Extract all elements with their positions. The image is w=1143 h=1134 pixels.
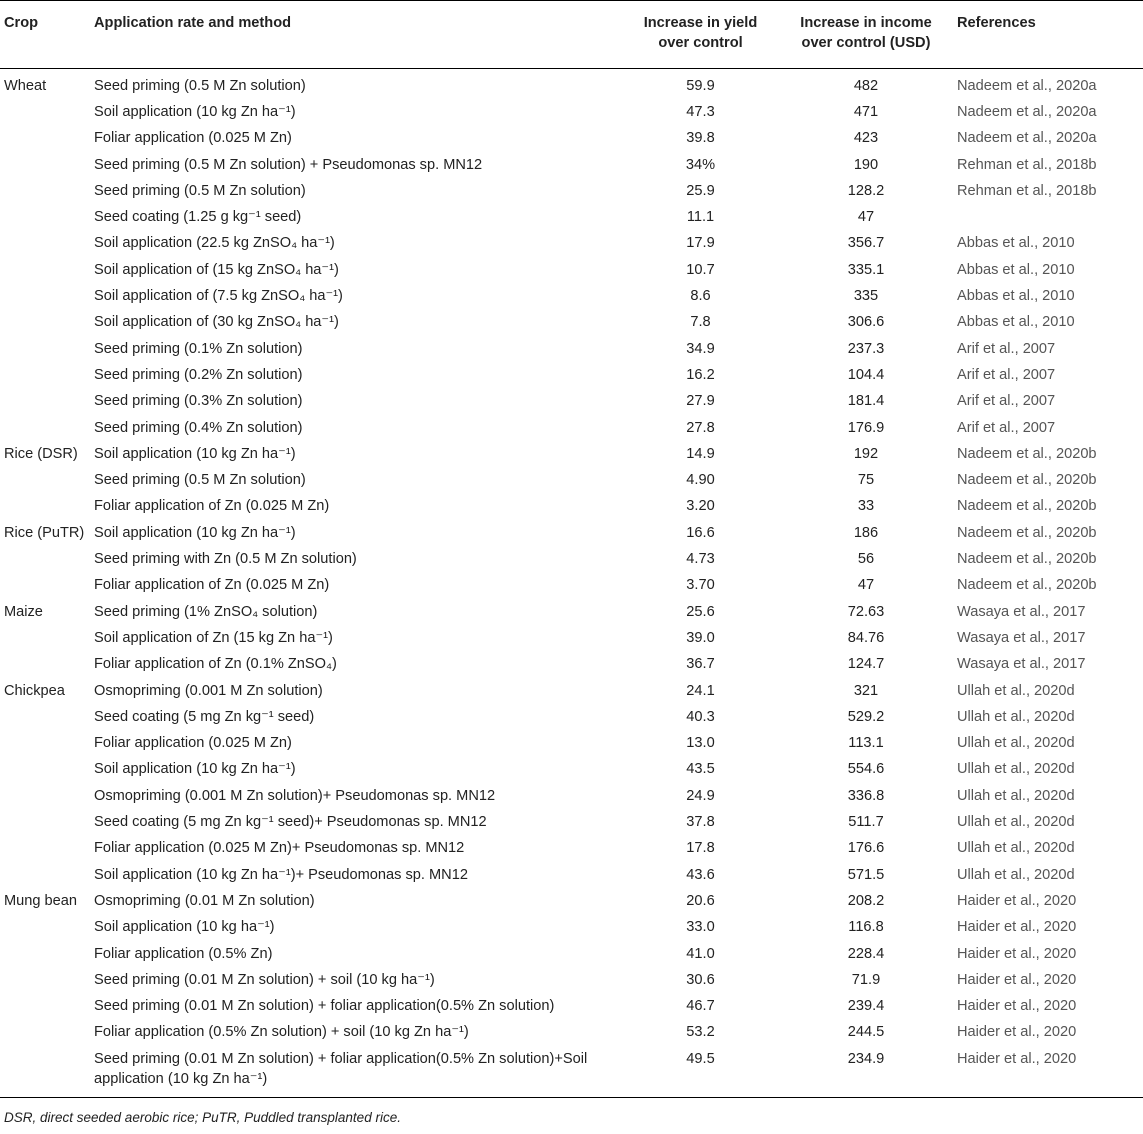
table-footnote: DSR, direct seeded aerobic rice; PuTR, Puddled transplanted rice. — [4, 1109, 401, 1125]
cell-reference: Abbas et al., 2010 — [957, 261, 1075, 278]
cell-crop: Rice (DSR) — [4, 445, 78, 462]
cell-reference: Nadeem et al., 2020b — [957, 577, 1097, 594]
table-row — [0, 520, 1143, 546]
cell-yield: 59.9 — [686, 78, 715, 94]
cell-yield: 43.5 — [686, 761, 715, 778]
table-row — [0, 888, 1143, 914]
table-row — [0, 257, 1143, 283]
cell-income: 335.1 — [847, 261, 885, 278]
cell-yield: 7.8 — [690, 314, 711, 331]
cell-reference: Ullah et al., 2020d — [957, 682, 1075, 699]
cell-reference: Nadeem et al., 2020a — [957, 78, 1097, 94]
table-row — [0, 730, 1143, 756]
header-method: Application rate and method — [94, 1, 626, 69]
cell-yield: 53.2 — [686, 1024, 715, 1041]
cell-income: 190 — [853, 156, 879, 173]
cell-method: Soil application of (30 kg ZnSO₄ ha⁻¹) — [94, 314, 339, 331]
cell-income: 56 — [857, 551, 875, 568]
cell-method: Osmopriming (0.001 M Zn solution) — [94, 682, 323, 699]
table-row — [0, 546, 1143, 572]
table-row — [0, 362, 1143, 388]
cell-method: Soil application (22.5 kg ZnSO₄ ha⁻¹) — [94, 235, 335, 252]
cell-crop — [0, 1046, 94, 1098]
cell-reference: Ullah et al., 2020d — [957, 761, 1075, 778]
cell-reference: Abbas et al., 2010 — [957, 288, 1075, 305]
cell-reference: Ullah et al., 2020d — [957, 840, 1075, 857]
cell-crop — [0, 362, 94, 388]
cell-crop — [0, 178, 94, 204]
cell-yield: 39.0 — [686, 629, 715, 646]
table-header — [0, 1, 1143, 69]
header-income-line1: Increase in income — [800, 15, 932, 31]
cell-crop — [0, 257, 94, 283]
cell-income: 423 — [853, 130, 879, 147]
table-row — [0, 1046, 1143, 1098]
cell-yield: 33.0 — [686, 919, 715, 936]
cell-yield: 40.3 — [686, 708, 715, 725]
table-row — [0, 651, 1143, 677]
cell-crop — [0, 862, 94, 888]
cell-method: Seed coating (1.25 g kg⁻¹ seed) — [94, 209, 302, 226]
table-row — [0, 914, 1143, 940]
table-row — [0, 678, 1143, 704]
header-income-line2: over control (USD) — [801, 35, 931, 51]
table-row — [0, 783, 1143, 809]
cell-income: 176.9 — [847, 419, 885, 436]
cell-crop — [0, 967, 94, 993]
cell-income: 336.8 — [847, 787, 885, 804]
cell-reference: Nadeem et al., 2020b — [957, 551, 1097, 568]
table-row — [0, 1019, 1143, 1045]
cell-reference: Nadeem et al., 2020b — [957, 498, 1097, 515]
cell-income: 124.7 — [847, 656, 885, 673]
table-row — [0, 99, 1143, 125]
cell-crop: Mung bean — [4, 892, 78, 909]
cell-crop — [0, 572, 94, 598]
cell-method: Foliar application (0.5% Zn) — [94, 945, 273, 962]
cell-method: Soil application of (15 kg ZnSO₄ ha⁻¹) — [94, 261, 339, 278]
cell-method: Soil application (10 kg Zn ha⁻¹) — [94, 445, 296, 462]
cell-yield: 46.7 — [686, 998, 715, 1015]
table-row — [0, 415, 1143, 441]
cell-yield: 34.9 — [686, 340, 715, 357]
cell-method: Seed priming (0.5 M Zn solution) — [94, 472, 306, 489]
cell-income: 228.4 — [847, 945, 885, 962]
cell-income: 234.9 — [775, 1046, 957, 1098]
table-row — [0, 204, 1143, 230]
cell-yield: 41.0 — [686, 945, 715, 962]
table-row — [0, 862, 1143, 888]
cell-crop — [0, 230, 94, 256]
cell-crop: Maize — [4, 603, 43, 620]
cell-crop — [0, 546, 94, 572]
cell-method: Seed priming (0.5 M Zn solution) — [94, 182, 306, 199]
cell-reference: Haider et al., 2020 — [957, 919, 1077, 936]
table-row — [0, 941, 1143, 967]
cell-crop — [0, 125, 94, 151]
table-row — [0, 283, 1143, 309]
cell-yield: 27.8 — [686, 419, 715, 436]
cell-income: 208.2 — [847, 892, 885, 909]
cell-yield: 25.9 — [686, 182, 715, 199]
cell-reference: Haider et al., 2020 — [957, 998, 1077, 1015]
cell-reference: Ullah et al., 2020d — [957, 708, 1075, 725]
cell-income: 244.5 — [847, 1024, 885, 1041]
cell-yield: 13.0 — [686, 735, 715, 752]
cell-income: 471 — [853, 104, 879, 120]
header-yield-line2: over control — [658, 35, 743, 51]
cell-method: Seed coating (5 mg Zn kg⁻¹ seed)+ Pseudomonas sp. MN12 — [94, 814, 487, 831]
header-crop: Crop — [0, 1, 94, 69]
cell-income: 321 — [853, 682, 879, 699]
cell-income: 529.2 — [847, 708, 885, 725]
cell-income: 239.4 — [847, 998, 885, 1015]
cell-crop — [0, 704, 94, 730]
cell-crop — [0, 835, 94, 861]
cell-crop — [0, 914, 94, 940]
cell-reference: Ullah et al., 2020d — [957, 866, 1075, 883]
cell-reference: Haider et al., 2020 — [957, 971, 1077, 988]
cell-yield: 49.5 — [626, 1046, 775, 1098]
table-row — [0, 704, 1143, 730]
cell-method: Foliar application (0.025 M Zn)+ Pseudomonas sp. MN12 — [94, 840, 465, 857]
cell-reference: Haider et al., 2020 — [957, 892, 1077, 909]
cell-method: Seed priming (0.5 M Zn solution) + Pseudomonas sp. MN12 — [94, 156, 483, 173]
table-row — [0, 125, 1143, 151]
table-row — [0, 756, 1143, 782]
cell-income: 47 — [857, 209, 875, 226]
cell-income: 511.7 — [848, 814, 884, 831]
cell-reference: Arif et al., 2007 — [957, 393, 1056, 410]
header-yield-line1: Increase in yield — [643, 15, 758, 31]
cell-income: 47 — [857, 577, 875, 594]
cell-yield: 16.6 — [686, 524, 715, 541]
table-row — [0, 69, 1143, 100]
cell-reference: Wasaya et al., 2017 — [957, 629, 1086, 646]
cell-yield: 4.73 — [686, 551, 715, 568]
cell-yield: 37.8 — [686, 814, 715, 831]
cell-income: 84.76 — [847, 629, 885, 646]
table-row — [0, 809, 1143, 835]
cell-method: Seed priming (0.01 M Zn solution) + foliar application(0.5% Zn solution) — [94, 998, 555, 1015]
cell-crop — [0, 336, 94, 362]
cell-method: Soil application (10 kg Zn ha⁻¹)+ Pseudomonas sp. MN12 — [94, 866, 468, 883]
cell-reference — [957, 204, 1143, 230]
table-body — [0, 69, 1143, 1098]
cell-yield: 39.8 — [686, 130, 715, 147]
cell-method: Seed priming (1% ZnSO₄ solution) — [94, 603, 318, 620]
cell-income: 186 — [853, 524, 879, 541]
cell-income: 104.4 — [847, 366, 885, 383]
cell-crop — [0, 993, 94, 1019]
cell-crop — [0, 467, 94, 493]
cell-reference: Wasaya et al., 2017 — [957, 656, 1086, 673]
cell-yield: 3.70 — [686, 577, 715, 594]
cell-reference: Nadeem et al., 2020a — [957, 104, 1097, 120]
header-income — [775, 1, 957, 69]
cell-income: 75 — [857, 472, 875, 489]
cell-yield: 43.6 — [686, 866, 715, 883]
table-row — [0, 178, 1143, 204]
cell-yield: 3.20 — [686, 498, 715, 515]
cell-yield: 24.9 — [686, 787, 715, 804]
cell-yield: 4.90 — [686, 472, 715, 489]
cell-reference: Wasaya et al., 2017 — [957, 603, 1086, 620]
cell-method: Seed priming (0.4% Zn solution) — [94, 419, 303, 436]
cell-income: 554.6 — [847, 761, 885, 778]
cell-yield: 8.6 — [690, 288, 711, 305]
cell-yield: 11.1 — [686, 209, 715, 226]
cell-reference: Nadeem et al., 2020a — [957, 130, 1097, 147]
cell-crop: Chickpea — [4, 682, 65, 699]
cell-yield: 30.6 — [686, 971, 715, 988]
cell-method: Osmopriming (0.01 M Zn solution) — [94, 892, 315, 909]
cell-crop: Rice (PuTR) — [4, 524, 85, 541]
cell-reference: Nadeem et al., 2020b — [957, 445, 1097, 462]
cell-crop: Wheat — [4, 78, 47, 94]
cell-crop — [0, 493, 94, 519]
cell-method: Soil application of (7.5 kg ZnSO₄ ha⁻¹) — [94, 288, 343, 305]
table-row — [0, 388, 1143, 414]
cell-reference: Haider et al., 2020 — [957, 945, 1077, 962]
cell-reference: Abbas et al., 2010 — [957, 235, 1075, 252]
cell-reference: Ullah et al., 2020d — [957, 787, 1075, 804]
cell-yield: 47.3 — [686, 104, 715, 120]
cell-yield: 10.7 — [686, 261, 715, 278]
cell-method: Seed priming (0.2% Zn solution) — [94, 366, 303, 383]
cell-method: Foliar application of Zn (0.025 M Zn) — [94, 577, 330, 594]
cell-method: Seed priming (0.3% Zn solution) — [94, 393, 303, 410]
cell-reference: Arif et al., 2007 — [957, 340, 1056, 357]
cell-income: 116.8 — [848, 919, 884, 936]
cell-crop — [0, 309, 94, 335]
cell-yield: 24.1 — [686, 682, 715, 699]
cell-yield: 25.6 — [686, 603, 715, 620]
cell-reference: Abbas et al., 2010 — [957, 314, 1075, 331]
cell-reference: Ullah et al., 2020d — [957, 814, 1075, 831]
cell-crop — [0, 1019, 94, 1045]
cell-income: 128.2 — [847, 182, 885, 199]
cell-yield: 14.9 — [686, 445, 715, 462]
table-row — [0, 336, 1143, 362]
cell-yield: 16.2 — [686, 366, 715, 383]
cell-income: 482 — [853, 78, 879, 94]
header-references: References — [957, 1, 1143, 69]
cell-crop — [0, 783, 94, 809]
cell-method: Foliar application (0.025 M Zn) — [94, 130, 292, 147]
cell-reference: Nadeem et al., 2020b — [957, 472, 1097, 489]
cell-method: Soil application (10 kg Zn ha⁻¹) — [94, 104, 296, 120]
cell-income: 33 — [857, 498, 875, 515]
cell-income: 335 — [853, 288, 879, 305]
cell-income: 356.7 — [847, 235, 885, 252]
table-row — [0, 835, 1143, 861]
cell-income: 113.1 — [848, 735, 884, 752]
table-row — [0, 967, 1143, 993]
cell-yield: 27.9 — [686, 393, 715, 410]
cell-method: Soil application (10 kg Zn ha⁻¹) — [94, 524, 296, 541]
cell-method: Seed priming (0.5 M Zn solution) — [94, 78, 306, 94]
cell-income: 306.6 — [847, 314, 885, 331]
header-row — [0, 1, 1143, 69]
cell-reference: Rehman et al., 2018b — [957, 156, 1097, 173]
table-row — [0, 152, 1143, 178]
cell-reference: Arif et al., 2007 — [957, 419, 1056, 436]
cell-method: Osmopriming (0.001 M Zn solution)+ Pseudomonas sp. MN12 — [94, 787, 496, 804]
table-row — [0, 230, 1143, 256]
cell-method: Foliar application (0.025 M Zn) — [94, 735, 292, 752]
cell-yield: 20.6 — [686, 892, 715, 909]
cell-crop — [0, 651, 94, 677]
table-row — [0, 625, 1143, 651]
cell-crop — [0, 809, 94, 835]
cell-income: 71.9 — [851, 971, 881, 988]
cell-method: Soil application of Zn (15 kg Zn ha⁻¹) — [94, 629, 333, 646]
cell-crop — [0, 99, 94, 125]
table-row — [0, 493, 1143, 519]
table-row — [0, 441, 1143, 467]
table-row — [0, 572, 1143, 598]
cell-method: Seed coating (5 mg Zn kg⁻¹ seed) — [94, 708, 315, 725]
table-row — [0, 309, 1143, 335]
cell-income: 571.5 — [847, 866, 885, 883]
cell-reference: Arif et al., 2007 — [957, 366, 1056, 383]
cell-crop — [0, 756, 94, 782]
cell-reference: Haider et al., 2020 — [957, 1024, 1077, 1041]
cell-income: 192 — [853, 445, 879, 462]
cell-crop — [0, 625, 94, 651]
table-row — [0, 599, 1143, 625]
cell-income: 181.4 — [847, 393, 885, 410]
cell-reference: Haider et al., 2020 — [957, 1046, 1143, 1098]
cell-reference: Nadeem et al., 2020b — [957, 524, 1097, 541]
table-row — [0, 467, 1143, 493]
cell-crop — [0, 415, 94, 441]
cell-crop — [0, 152, 94, 178]
cell-crop — [0, 283, 94, 309]
cell-income: 72.63 — [847, 603, 885, 620]
cell-method: Foliar application of Zn (0.025 M Zn) — [94, 498, 330, 515]
cell-method: Seed priming with Zn (0.5 M Zn solution) — [94, 551, 357, 568]
cell-yield: 34% — [685, 156, 716, 173]
cell-method: Soil application (10 kg Zn ha⁻¹) — [94, 761, 296, 778]
cell-income: 176.6 — [847, 840, 885, 857]
cell-method: Seed priming (0.1% Zn solution) — [94, 340, 303, 357]
cell-method: Seed priming (0.01 M Zn solution) + foliar application(0.5% Zn solution)+Soil application (10 kg Zn ha⁻¹) — [94, 1046, 626, 1098]
cell-reference: Ullah et al., 2020d — [957, 735, 1075, 752]
cell-yield: 17.9 — [686, 235, 715, 252]
cell-method: Foliar application (0.5% Zn solution) + soil (10 kg Zn ha⁻¹) — [94, 1024, 469, 1041]
cell-method: Soil application (10 kg ha⁻¹) — [94, 919, 275, 936]
table-row — [0, 993, 1143, 1019]
cell-yield: 36.7 — [686, 656, 715, 673]
cell-crop — [0, 941, 94, 967]
cell-method: Foliar application of Zn (0.1% ZnSO₄) — [94, 656, 337, 673]
cell-reference: Rehman et al., 2018b — [957, 182, 1097, 199]
cell-crop — [0, 204, 94, 230]
header-yield — [626, 1, 775, 69]
cell-method: Seed priming (0.01 M Zn solution) + soil (10 kg ha⁻¹) — [94, 971, 435, 988]
cell-yield: 17.8 — [686, 840, 715, 857]
cell-income: 237.3 — [847, 340, 885, 357]
cell-crop — [0, 730, 94, 756]
cell-crop — [0, 388, 94, 414]
